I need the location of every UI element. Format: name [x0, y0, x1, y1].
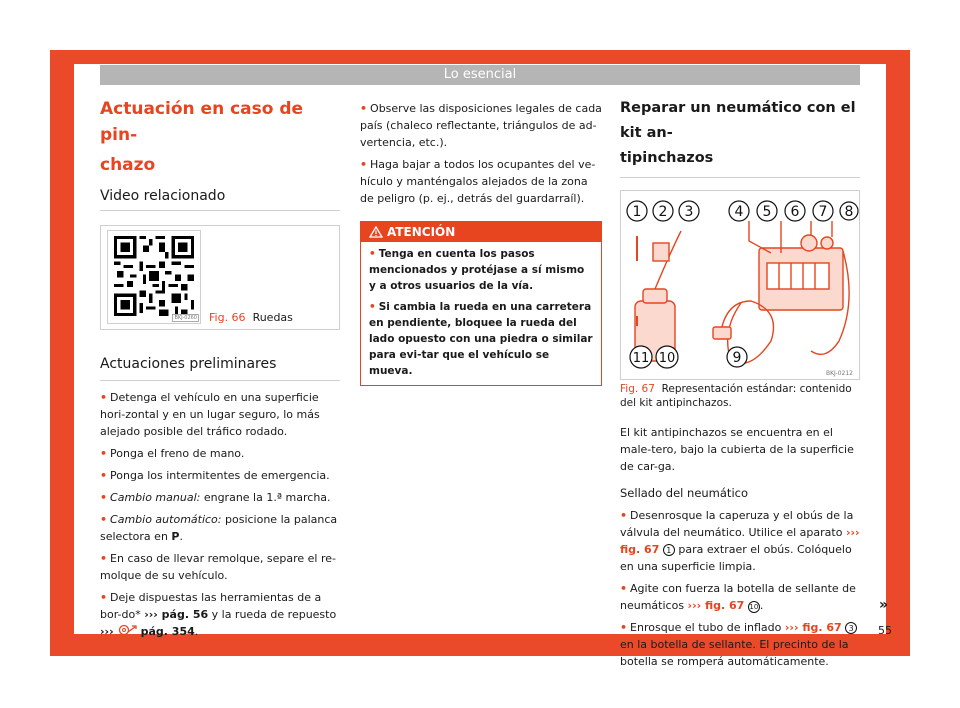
prelim-heading: Actuaciones preliminares	[100, 356, 340, 381]
page-ref-link[interactable]: ››› pág. 56	[144, 608, 209, 621]
spare-wheel-tool-icon	[117, 624, 137, 636]
kit-figure	[620, 190, 860, 380]
warning-body	[361, 242, 601, 385]
list-item-text: para extraer el obús. Colóquelo en una superficie limpia.	[620, 543, 852, 573]
callout-number: 1	[663, 544, 675, 556]
figure-ref-link[interactable]: ››› fig. 67	[784, 621, 842, 634]
svg-text:1: 1	[632, 204, 642, 220]
svg-text:7: 7	[818, 204, 828, 220]
list-item-text: Si cambia la rueda en una carretera en pendiente, bloquee la rueda del lado opuesto con una piedra o similar para evi-tar que el vehículo se mueva.	[369, 301, 593, 377]
figure-ref-link[interactable]: ››› fig. 67	[620, 526, 860, 556]
warning-triangle-icon	[369, 226, 383, 238]
warning-box	[360, 221, 602, 386]
list-item-text: posicione la palanca selectora en	[100, 513, 338, 543]
list-item: • Si cambia la rueda en una carretera en pendiente, bloquee la rueda del lado opuesto con una piedra o similar para evi-tar que el vehículo se mueva.	[369, 301, 593, 377]
list-item-text: engrane la 1.ª marcha.	[200, 491, 331, 504]
svg-text:2: 2	[658, 204, 668, 220]
figure-label: Fig. 66	[209, 311, 246, 324]
list-item-text: .	[194, 625, 199, 638]
section-header: Lo esencial	[100, 65, 860, 85]
list-item-text: y la rueda de repuesto	[208, 608, 337, 621]
callout-number: 10	[749, 603, 759, 611]
prelim-list	[100, 389, 340, 640]
list-item-text: Ponga los intermitentes de emergencia.	[110, 469, 330, 482]
page-title	[100, 96, 340, 178]
repair-kit-illustration	[621, 191, 859, 379]
list-item-text: Ponga el freno de mano.	[110, 447, 245, 460]
svg-text:3: 3	[684, 204, 694, 220]
list-item: • Desenrosque la caperuza y el obús de la válvula del neumático. Utilice el aparato ››› fig. 67 1 para extraer el obús. Colóquelo en una superficie limpia.	[620, 509, 860, 573]
continue-marker: »	[879, 597, 889, 613]
list-item: • Haga bajar a todos los ocupantes del ve-hículo y manténgalos alejados de la zona de peligro (p. ej., detrás del guardarraíl).	[360, 158, 596, 205]
kit-heading-line2: tipinchazos	[620, 150, 714, 166]
list-item-text: .	[759, 599, 764, 612]
svg-text:6: 6	[790, 204, 800, 220]
list-item: • Detenga el vehículo en una superficie hori-zontal y en un lugar seguro, lo más alejado posible del tráfico rodado.	[100, 391, 320, 438]
kit-heading-line1: Reparar un neumático con el kit an-	[620, 100, 856, 141]
warning-header	[361, 222, 601, 242]
figure-caption-text: Ruedas	[252, 311, 293, 324]
figure-caption-text: Representación estándar: contenido del kit antipinchazos.	[620, 383, 852, 409]
figure-caption-67	[620, 382, 860, 410]
list-item-text: Tenga en cuenta los pasos mencionados y protéjase a sí mismo y a otros usuarios de la vía.	[369, 248, 585, 292]
list-item: • Tenga en cuenta los pasos mencionados y protéjase a sí mismo y a otros usuarios de la vía.	[369, 248, 585, 292]
list-item: • Ponga el freno de mano.	[100, 447, 245, 460]
list-item-text: Observe las disposiciones legales de cada país (chaleco reflectante, triángulos de ad-vertencia, etc.).	[360, 102, 602, 149]
list-item-text: Deje dispuestas las herramientas de a bor-do*	[100, 591, 322, 621]
list-item-italic: Cambio manual:	[110, 491, 201, 504]
list-item-text: Enrosque el tubo de inflado	[630, 621, 785, 634]
kit-intro: El kit antipinchazos se encuentra en el male-tero, bajo la cubierta de la superficie de car-ga.	[620, 426, 854, 473]
warning-title: ATENCIÓN	[387, 225, 456, 239]
page-ref-link[interactable]: pág. 354	[140, 625, 195, 638]
svg-text:9: 9	[732, 350, 742, 366]
list-item: • Cambio manual: engrane la 1.ª marcha.	[100, 491, 331, 504]
kit-tag: BKJ-0212	[825, 370, 853, 377]
svg-text:10: 10	[658, 351, 676, 366]
qr-code-image[interactable]	[107, 230, 201, 324]
list-item: • Agite con fuerza la botella de sellante de neumáticos ››› fig. 67 10 .	[620, 582, 856, 612]
list-item-text: Haga bajar a todos los ocupantes del ve-hículo y manténgalos alejados de la zona de peligro (p. ej., detrás del guardarraíl).	[360, 158, 596, 205]
svg-text:4: 4	[734, 204, 744, 220]
callout-number: 3	[845, 622, 857, 634]
video-heading: Video relacionado	[100, 188, 340, 211]
qr-tag: BKJ-0260	[174, 315, 197, 321]
list-item-bold: P	[171, 530, 180, 543]
qr-figure	[100, 225, 340, 330]
middle-column	[360, 96, 602, 386]
kit-heading	[620, 96, 860, 178]
figure-caption-66	[209, 311, 293, 324]
list-item-text: Detenga el vehículo en una superficie hori-zontal y en un lugar seguro, lo más alejado posible del tráfico rodado.	[100, 391, 320, 438]
list-item-text: Desenrosque la caperuza y el obús de la válvula del neumático. Utilice el aparato	[620, 509, 854, 539]
qr-code-icon	[114, 236, 194, 316]
left-column	[100, 96, 340, 640]
list-item-text: En caso de llevar remolque, separe el re-molque de su vehículo.	[100, 552, 336, 582]
list-item: • Cambio automático: posicione la palanca selectora en P.	[100, 513, 338, 543]
figure-label: Fig. 67	[620, 383, 655, 395]
svg-text:11: 11	[632, 351, 650, 366]
svg-text:5: 5	[762, 204, 772, 220]
svg-text:8: 8	[844, 204, 854, 220]
list-item: • Ponga los intermitentes de emergencia.	[100, 469, 330, 482]
list-item-italic: Cambio automático:	[110, 513, 222, 526]
right-column	[620, 96, 860, 670]
page-ref-arrows[interactable]: ›››	[100, 625, 114, 638]
list-item: • En caso de llevar remolque, separe el re-molque de su vehículo.	[100, 552, 336, 582]
list-item: • Enrosque el tubo de inflado ››› fig. 67 3 en la botella de sellante. El precinto de la botella se romperá automáticamente.	[620, 619, 860, 670]
seal-heading: Sellado del neumático	[620, 486, 748, 500]
page-title-line1: Actuación en caso de pin-	[100, 99, 304, 145]
list-item: • Observe las disposiciones legales de cada país (chaleco reflectante, triángulos de ad-vertencia, etc.).	[360, 102, 602, 149]
list-item-text: .	[179, 530, 183, 543]
page-title-line2: chazo	[100, 155, 156, 175]
figure-ref-link[interactable]: ››› fig. 67	[687, 599, 745, 612]
page-number: 55	[878, 624, 892, 637]
list-item-text: en la botella de sellante. El precinto de la botella se romperá automáticamente.	[620, 638, 849, 668]
list-item-text: Agite con fuerza la botella de sellante de neumáticos	[620, 582, 856, 612]
list-item: • Deje dispuestas las herramientas de a bor-do* ››› pág. 56 y la rueda de repuesto ››› pág. 354.	[100, 591, 337, 638]
